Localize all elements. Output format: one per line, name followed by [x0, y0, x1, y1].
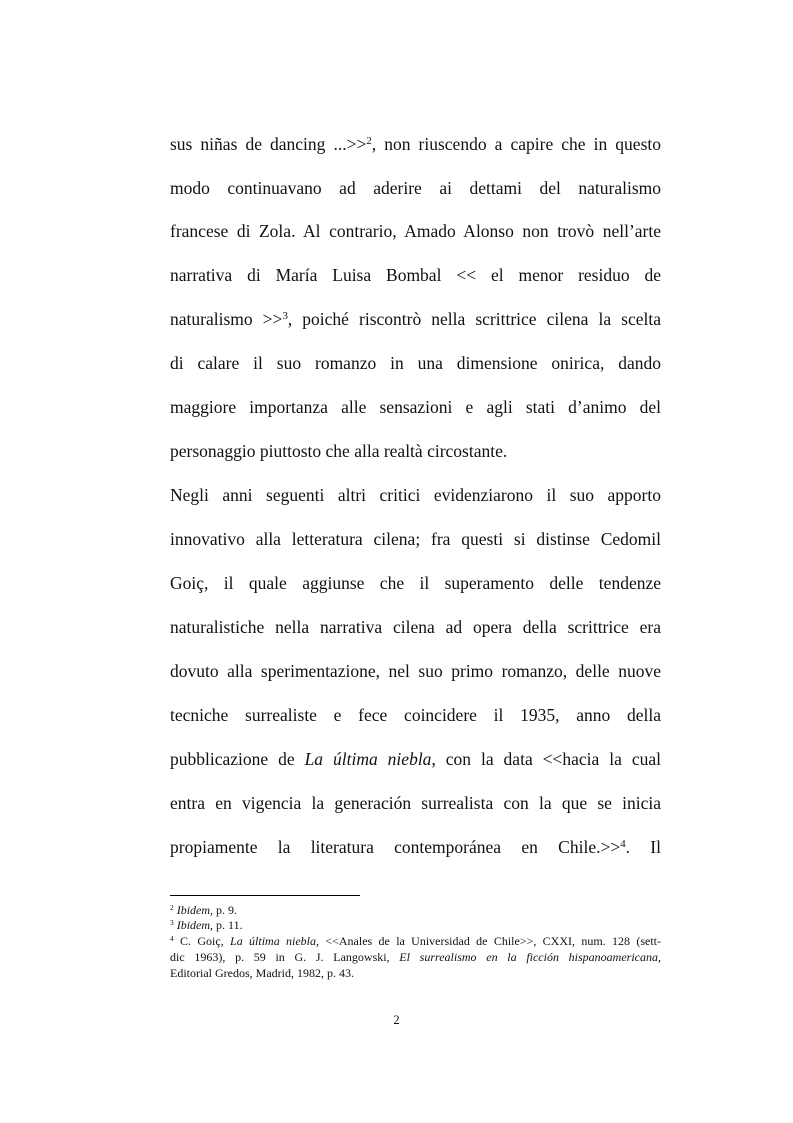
text-line-7: maggiore importanza alle sensazioni e agli stati d’animo del [170, 397, 661, 417]
text-line-13: dovuto alla sperimentazione, nel suo primo romanzo, delle nuove [170, 661, 661, 681]
text-line-3: francese di Zola. Al contrario, Amado Alonso non trovò nell’arte [170, 221, 661, 241]
text-line-16: entra en vigencia la generación surrealista con la que se inicia [170, 793, 661, 813]
footnote-4-line-2: dic 1963), p. 59 in G. J. Langowski, El surrealismo en la ficción hispanoamericana, [170, 950, 661, 964]
text-line-12: naturalistiche nella narrativa cilena ad opera della scrittrice era [170, 617, 661, 637]
footnote-ref-4: 4 [620, 838, 626, 851]
text-line-9: Negli anni seguenti altri critici evidenziarono il suo apporto [170, 485, 661, 505]
text-line-6: di calare il suo romanzo in una dimensione onirica, dando [170, 353, 661, 373]
footnote-ref-2: 2 [366, 135, 372, 148]
footnote-separator [170, 895, 360, 896]
text-line-2: modo continuavano ad aderire ai dettami del naturalismo [170, 178, 661, 198]
text-line-14: tecniche surrealiste e fece coincidere il 1935, anno della [170, 705, 661, 725]
footnote-3: $^3$ Ibidem, p. 11. [170, 917, 243, 932]
text-line-8: personaggio piuttosto che alla realtà circostante. [170, 441, 508, 461]
footnote-ref-3: 3 [282, 310, 288, 323]
footnote-2: $^2$ Ibidem, p. 9. [170, 902, 238, 917]
footnote-4-line-1: $^4$ C. Goiç, La última niebla, <<Anales de la Universidad de Chile>>, CXXI, num. 128 (sett- [170, 933, 661, 948]
text-line-11: Goiç, il quale aggiunse che il superamento delle tendenze [170, 573, 661, 593]
text-line-4: narrativa di María Luisa Bombal << el menor residuo de [170, 265, 661, 285]
footnote-4-line-3: Editorial Gredos, Madrid, 1982, p. 43. [170, 966, 354, 980]
text-line-17: propiamente la literatura contemporánea en Chile.>>$^4$. Il [170, 837, 661, 857]
text-line-15: pubblicazione de La última niebla, con la data <<hacia la cual [170, 749, 661, 769]
page-number: 2 [393, 1013, 400, 1027]
text-line-1: sus niñas de dancing ...>>$^2$, non riuscendo a capire che in questo [170, 134, 661, 154]
book-title: La última niebla [304, 749, 432, 769]
text-line-5: naturalismo >>$^3$, poiché riscontrò nella scrittrice cilena la scelta [170, 309, 661, 329]
text-line-10: innovativo alla letteratura cilena; fra questi si distinse Cedomil [170, 529, 661, 549]
